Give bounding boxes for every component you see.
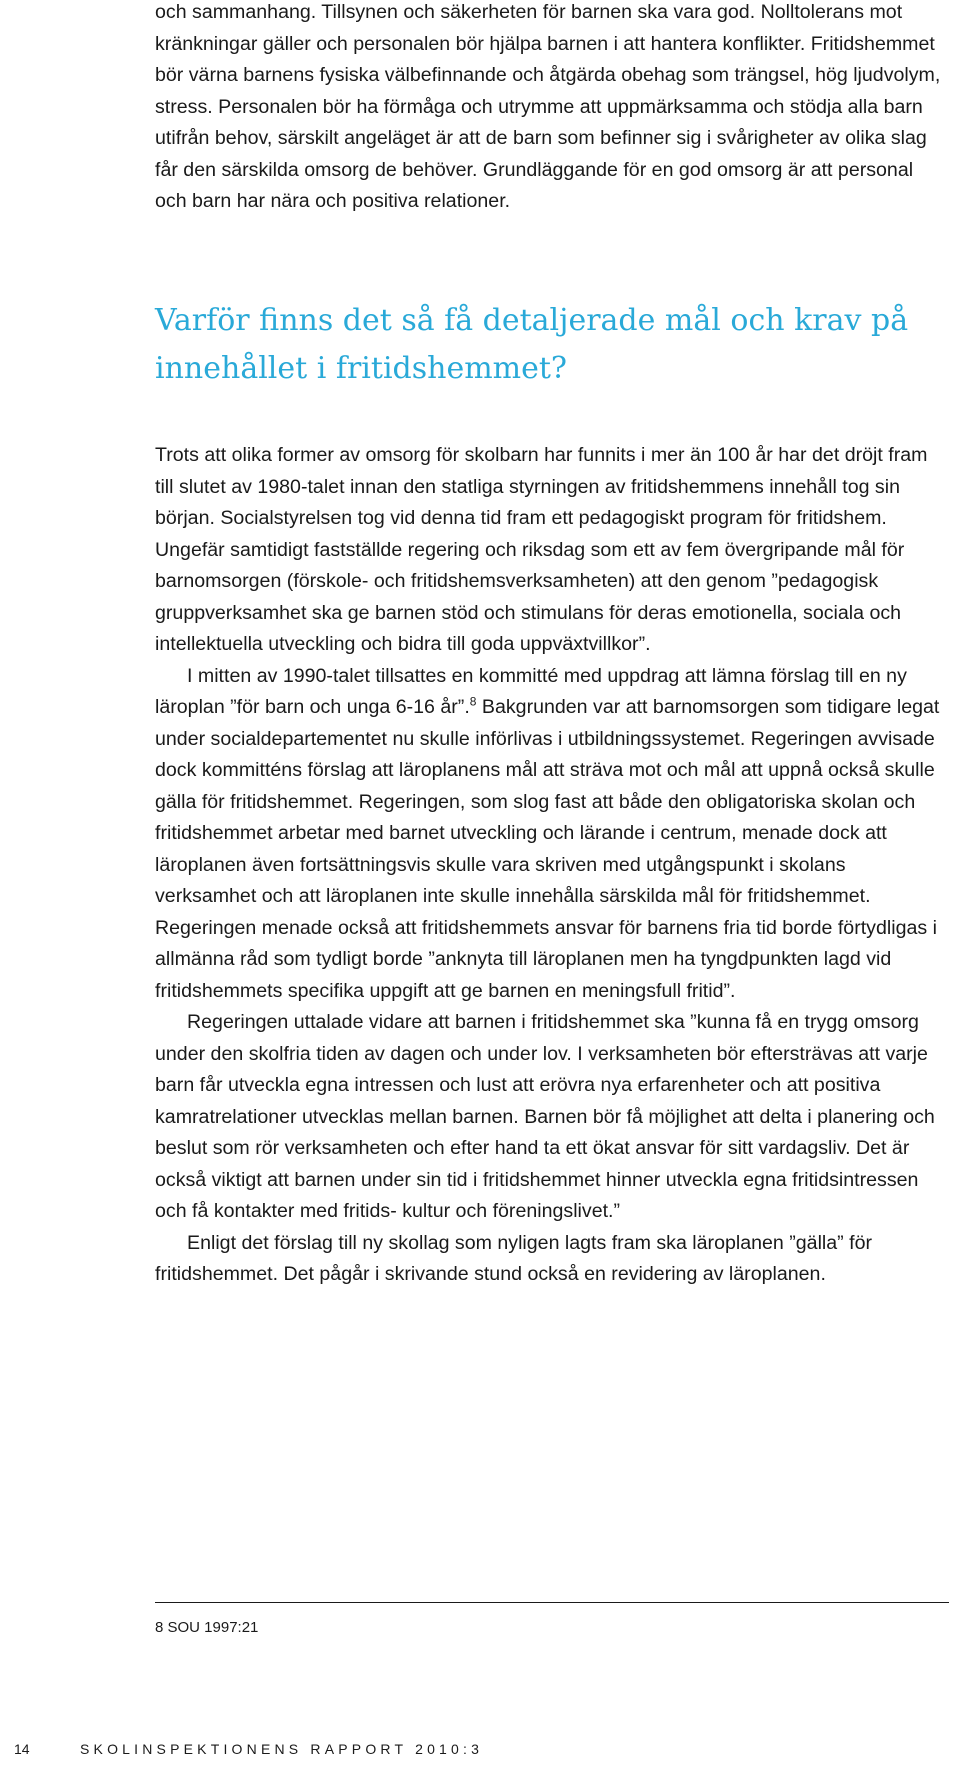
section-heading: Varför finns det så få detaljerade mål och krav på innehållet i fritidshemmet? bbox=[155, 303, 909, 386]
paragraph-curriculum-committee bbox=[155, 661, 947, 1008]
page-number: 14 bbox=[14, 1741, 30, 1757]
paragraph-government-statement: Regeringen uttalade vidare att barnen i fritidshemmet ska ”kunna få en trygg omsorg under den skolfria tiden av dagen och under lov. I verksamheten bör eftersträvas att varje barn får utveckla egna intressen och lust att erövra nya erfarenheter och att positiva kamratrelationer utvecklas mellan barnen. Barnen bör få möjlighet att delta i planering och beslut som rör verksamheten och efter hand ta ett ökat ansvar för sitt vardagsliv. Det är också viktigt att barnen under sin tid i fritidshemmet hinner utveckla egna fritidsintressen och få kontakter med fritids- kultur och föreningslivet.” bbox=[155, 1011, 935, 1222]
paragraph-text-after-note: Bakgrunden var att barnomsorgen som tidigare legat under socialdepartementet nu skulle införlivas i utbildningssystemet. Regeringen avvisade dock kommitténs förslag att läroplanens mål att sträva mot och mål att uppnå också skulle gälla för fritidshemmet. Regeringen, som slog fast att både den obligatoriska skolan och fritidshemmet arbetar med barnet utveckling och lärande i centrum, menade dock att läroplanen även fortsättningsvis skulle vara skriven med utgångspunkt i skolans verksamhet och att läroplanen inte skulle innehålla särskilda mål för fritidshemmet. Regeringen menade också att fritidshemmets ansvar för barnens fria tid borde förtydligas i allmänna råd som tydligt borde ”anknyta till läroplanen men ha tyngdpunkten lagd vid fritidshemmets specifika uppgift att ge barnen en meningsfull fritid”. bbox=[155, 696, 940, 1002]
paragraph-new-school-law: Enligt det förslag till ny skollag som nyligen lagts fram ska läroplanen ”gälla” för fritidshemmet. Det pågår i skrivande stund också en revidering av läroplanen. bbox=[155, 1231, 873, 1285]
running-title: SKOLINSPEKTIONENS RAPPORT 2010:3 bbox=[80, 1741, 484, 1757]
footnote-reference: 8 bbox=[469, 694, 477, 709]
intro-text-block bbox=[155, 0, 947, 218]
paragraph-history: Trots att olika former av omsorg för skolbarn har funnits i mer än 100 år har det dröjt fram till slutet av 1980-talet innan den statliga styrningen av fritidshemmens innehåll tog sin början. Socialstyrelsen tog vid denna tid fram ett pedagogiskt program för fritidshem. Ungefär samtidigt fastställde regering och riksdag som ett av fem övergripande mål för barnomsorgen (förskole- och fritidshemsverksamheten) att den genom ”pedagogisk gruppverksamhet ska ge barnen stöd och stimulans för deras emotionella, sociala och intellektuella utveckling och bidra till goda uppväxtvillkor”. bbox=[155, 444, 928, 655]
main-text-block bbox=[155, 440, 947, 1291]
intro-paragraph: och sammanhang. Tillsynen och säkerheten för barnen ska vara god. Nolltolerans mot kränkningar gäller och personalen bör hjälpa barnen i att hantera konflikter. Fritidshemmet bör värna barnens fysiska välbefinnande och åtgärda obehag som trängsel, hög ljudvolym, stress. Personalen bör ha förmåga och utrymme att uppmärksamma och stödja alla barn utifrån behov, särskilt angeläget är att de barn som befinner sig i svårigheter av olika slag får den särskilda omsorg de behöver. Grundläggande för en god omsorg är att personal och barn har nära och positiva relationer. bbox=[155, 1, 941, 212]
page-footer bbox=[14, 1740, 483, 1758]
footnote: 8 SOU 1997:21 bbox=[155, 1619, 259, 1636]
paragraph-text-before-note: I mitten av 1990-talet tillsattes en kommitté med uppdrag att lämna förslag till en ny läroplan ”för barn och unga 6-16 år”. bbox=[155, 664, 907, 718]
footnote-divider bbox=[155, 1602, 949, 1603]
